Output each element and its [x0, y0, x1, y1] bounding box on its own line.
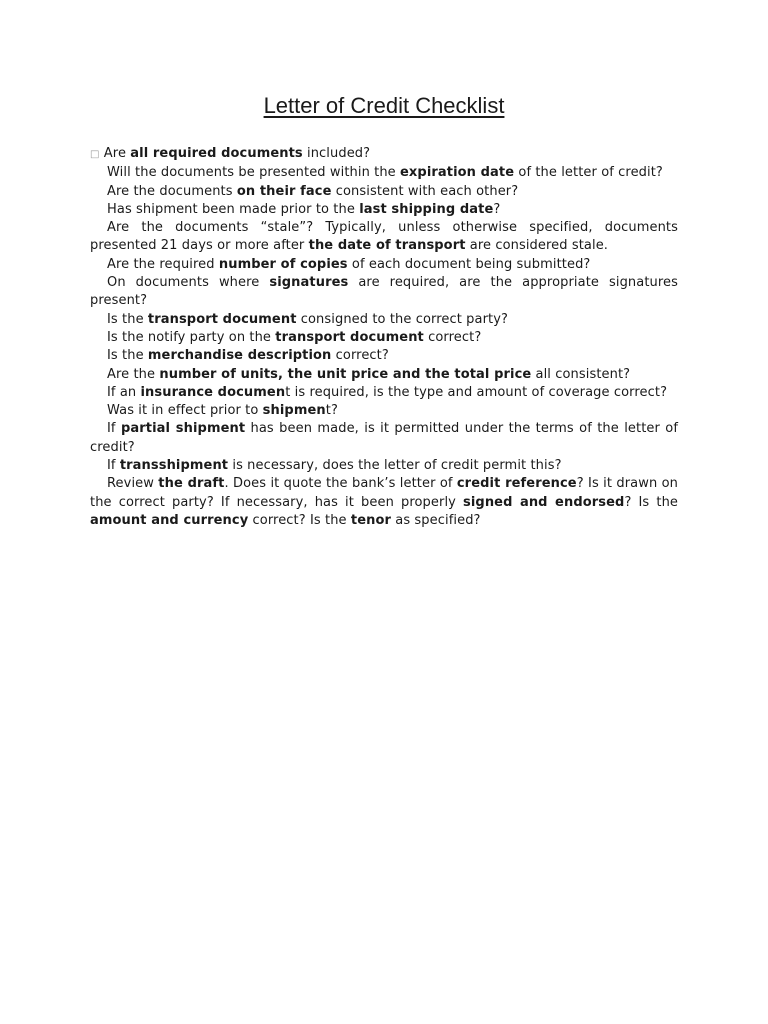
item-text: has been made, is it permitted under the terms of the letter of credit? — [90, 421, 679, 455]
item-text: Will the documents be presented within the — [107, 165, 401, 181]
emphasis-text: amount and currency — [90, 512, 249, 528]
emphasis-text: merchandise description — [147, 348, 332, 364]
checklist-item — [90, 164, 678, 182]
item-text: correct? — [331, 348, 389, 364]
emphasis-text: insurance documen — [140, 384, 286, 400]
item-text: If — [107, 421, 121, 437]
item-text: Are the documents “stale”? Typically, unless otherwise specified, documents presented 21 days or more after — [90, 220, 678, 254]
emphasis-text: the date of transport — [308, 238, 466, 254]
checklist-item — [90, 311, 678, 329]
checklist-item — [90, 183, 678, 201]
item-text: Are the — [107, 366, 160, 382]
emphasis-text: on their face — [236, 183, 332, 199]
checklist-item — [90, 475, 678, 530]
item-text: Was it in effect prior to — [107, 403, 263, 419]
emphasis-text: signatures — [269, 275, 349, 291]
emphasis-text: number of units, the unit price and the total price — [159, 366, 532, 382]
checkbox-glyph-icon: □ — [90, 149, 100, 160]
item-text: correct? Is the — [248, 512, 351, 528]
item-text: is necessary, does the letter of credit permit this? — [228, 458, 562, 474]
emphasis-text: credit reference — [456, 476, 577, 492]
emphasis-text: transport document — [275, 329, 424, 345]
document-title: Letter of Credit Checklist — [263, 93, 505, 118]
item-text: consistent with each other? — [331, 183, 519, 199]
checklist-item — [90, 384, 678, 402]
checklist-item — [90, 274, 678, 311]
item-text: consigned to the correct party? — [296, 311, 509, 327]
item-text: correct? — [423, 329, 482, 345]
item-text: of each document being submitted? — [347, 256, 591, 272]
item-text: ? Is it drawn on the correct party? If necessary, has it been properly — [90, 476, 678, 510]
checklist-item — [90, 219, 678, 256]
item-text: On documents where — [107, 275, 270, 291]
item-text: all consistent? — [531, 366, 631, 382]
checklist-item — [90, 366, 678, 384]
checklist-item — [90, 347, 678, 365]
item-text: If an — [107, 384, 141, 400]
checklist-item — [90, 145, 678, 164]
item-text: Has shipment been made prior to the — [107, 201, 360, 217]
checklist-item — [90, 402, 678, 420]
checklist-item — [90, 256, 678, 274]
emphasis-text: last shipping date — [359, 201, 494, 217]
checklist-body — [90, 145, 678, 530]
item-text: Is the — [107, 348, 148, 364]
item-text: t? — [325, 403, 338, 419]
checklist-item — [90, 329, 678, 347]
item-text: of the letter of credit? — [514, 165, 663, 181]
item-text: ? Is the — [624, 494, 679, 510]
emphasis-text: transport document — [147, 311, 297, 327]
emphasis-text: number of copies — [218, 256, 348, 272]
item-text: . Does it quote the bank’s letter of — [224, 476, 457, 492]
item-text: Are — [99, 146, 131, 161]
item-text: Are the required — [107, 256, 219, 272]
item-text: Is the — [107, 311, 148, 327]
checklist-item — [90, 420, 678, 457]
emphasis-text: expiration date — [400, 165, 515, 181]
item-text: Review — [107, 476, 159, 492]
emphasis-text: shipmen — [262, 403, 326, 419]
emphasis-text: transshipment — [119, 458, 229, 474]
item-text: as specified? — [391, 512, 481, 528]
emphasis-text: partial shipment — [120, 421, 246, 437]
item-text: t is required, is the type and amount of coverage correct? — [285, 384, 668, 400]
item-text: If — [107, 458, 120, 474]
emphasis-text: all required documents — [130, 146, 303, 161]
emphasis-text: the draft — [158, 476, 225, 492]
item-text: Is the notify party on the — [107, 329, 276, 345]
emphasis-text: signed and endorsed — [463, 494, 625, 510]
item-text: Are the documents — [107, 183, 237, 199]
item-text: are required, are the appropriate signatures present? — [90, 275, 678, 309]
emphasis-text: tenor — [350, 512, 392, 528]
item-text: included? — [302, 146, 371, 161]
item-text: are considered stale. — [465, 238, 609, 254]
checklist-item — [90, 457, 678, 475]
checklist-item — [90, 201, 678, 219]
item-text: ? — [493, 201, 501, 217]
